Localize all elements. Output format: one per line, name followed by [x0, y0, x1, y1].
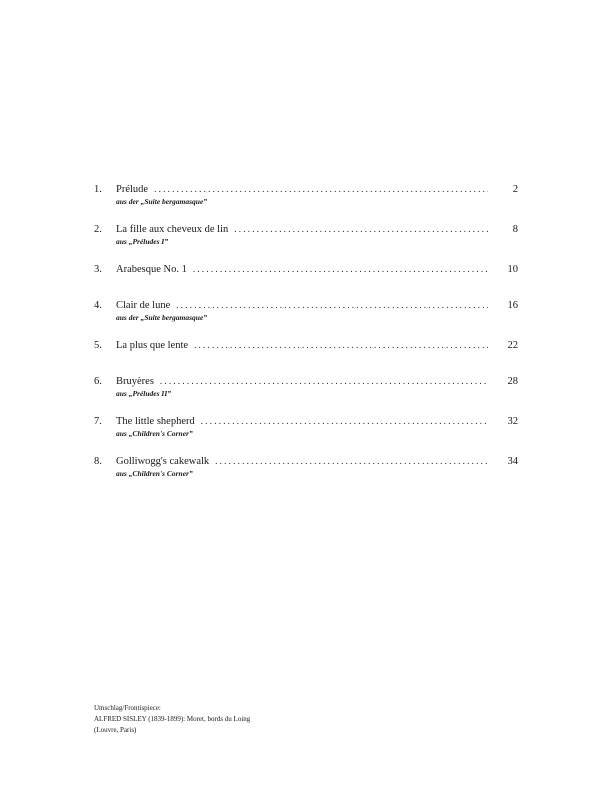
entry-page: 10 — [507, 264, 518, 275]
entry-number: 3. — [94, 264, 102, 275]
dot-leader — [215, 453, 488, 469]
toc-entry — [94, 221, 518, 247]
entry-title: Prélude — [116, 184, 149, 195]
toc-entry — [94, 261, 518, 277]
entry-page: 34 — [507, 456, 518, 467]
entry-page: 22 — [507, 340, 518, 351]
entry-number: 5. — [94, 340, 102, 351]
toc-entry — [94, 181, 518, 207]
entry-number: 1. — [94, 184, 102, 195]
toc-entry — [94, 453, 518, 479]
entry-title: Bruyères — [116, 376, 154, 387]
dot-leader — [194, 337, 488, 353]
entry-number: 2. — [94, 224, 102, 235]
entry-source: aus „Children's Corner” — [116, 429, 193, 438]
entry-page: 16 — [507, 300, 518, 311]
entry-title: The little shepherd — [116, 416, 195, 427]
credit-heading: Umschlag/Frontispiece: — [94, 704, 161, 712]
entry-page: 2 — [512, 184, 518, 195]
entry-source: aus „Children's Corner” — [116, 469, 193, 478]
entry-source: aus „Préludes II” — [116, 389, 172, 398]
dot-leader — [234, 221, 488, 237]
entry-number: 6. — [94, 376, 102, 387]
table-of-contents — [94, 181, 518, 493]
toc-entry — [94, 337, 518, 353]
toc-entry — [94, 297, 518, 323]
entry-title: Arabesque No. 1 — [116, 264, 187, 275]
dot-leader — [154, 181, 488, 197]
dot-leader — [176, 297, 488, 313]
dot-leader — [201, 413, 488, 429]
entry-title: Golliwogg's cakewalk — [116, 456, 210, 467]
entry-title: Clair de lune — [116, 300, 171, 311]
toc-entry — [94, 413, 518, 439]
dot-leader — [193, 261, 488, 277]
entry-source: aus der „Suite bergamasque” — [116, 197, 208, 206]
entry-number: 4. — [94, 300, 102, 311]
entry-page: 8 — [512, 224, 518, 235]
entry-title: La fille aux cheveux de lin — [116, 224, 229, 235]
entry-page: 28 — [507, 376, 518, 387]
entry-source: aus der „Suite bergamasque” — [116, 313, 208, 322]
credit-location: (Louvre, Paris) — [94, 726, 137, 734]
credit-artwork: ALFRED SISLEY (1839-1899): Moret, bords du Loing — [94, 715, 251, 723]
entry-number: 7. — [94, 416, 102, 427]
entry-page: 32 — [507, 416, 518, 427]
entry-number: 8. — [94, 456, 102, 467]
cover-credit — [94, 703, 250, 736]
entry-source: aus „Préludes I” — [116, 237, 169, 246]
dot-leader — [160, 373, 488, 389]
entry-title: La plus que lente — [116, 340, 189, 351]
toc-entry — [94, 373, 518, 399]
